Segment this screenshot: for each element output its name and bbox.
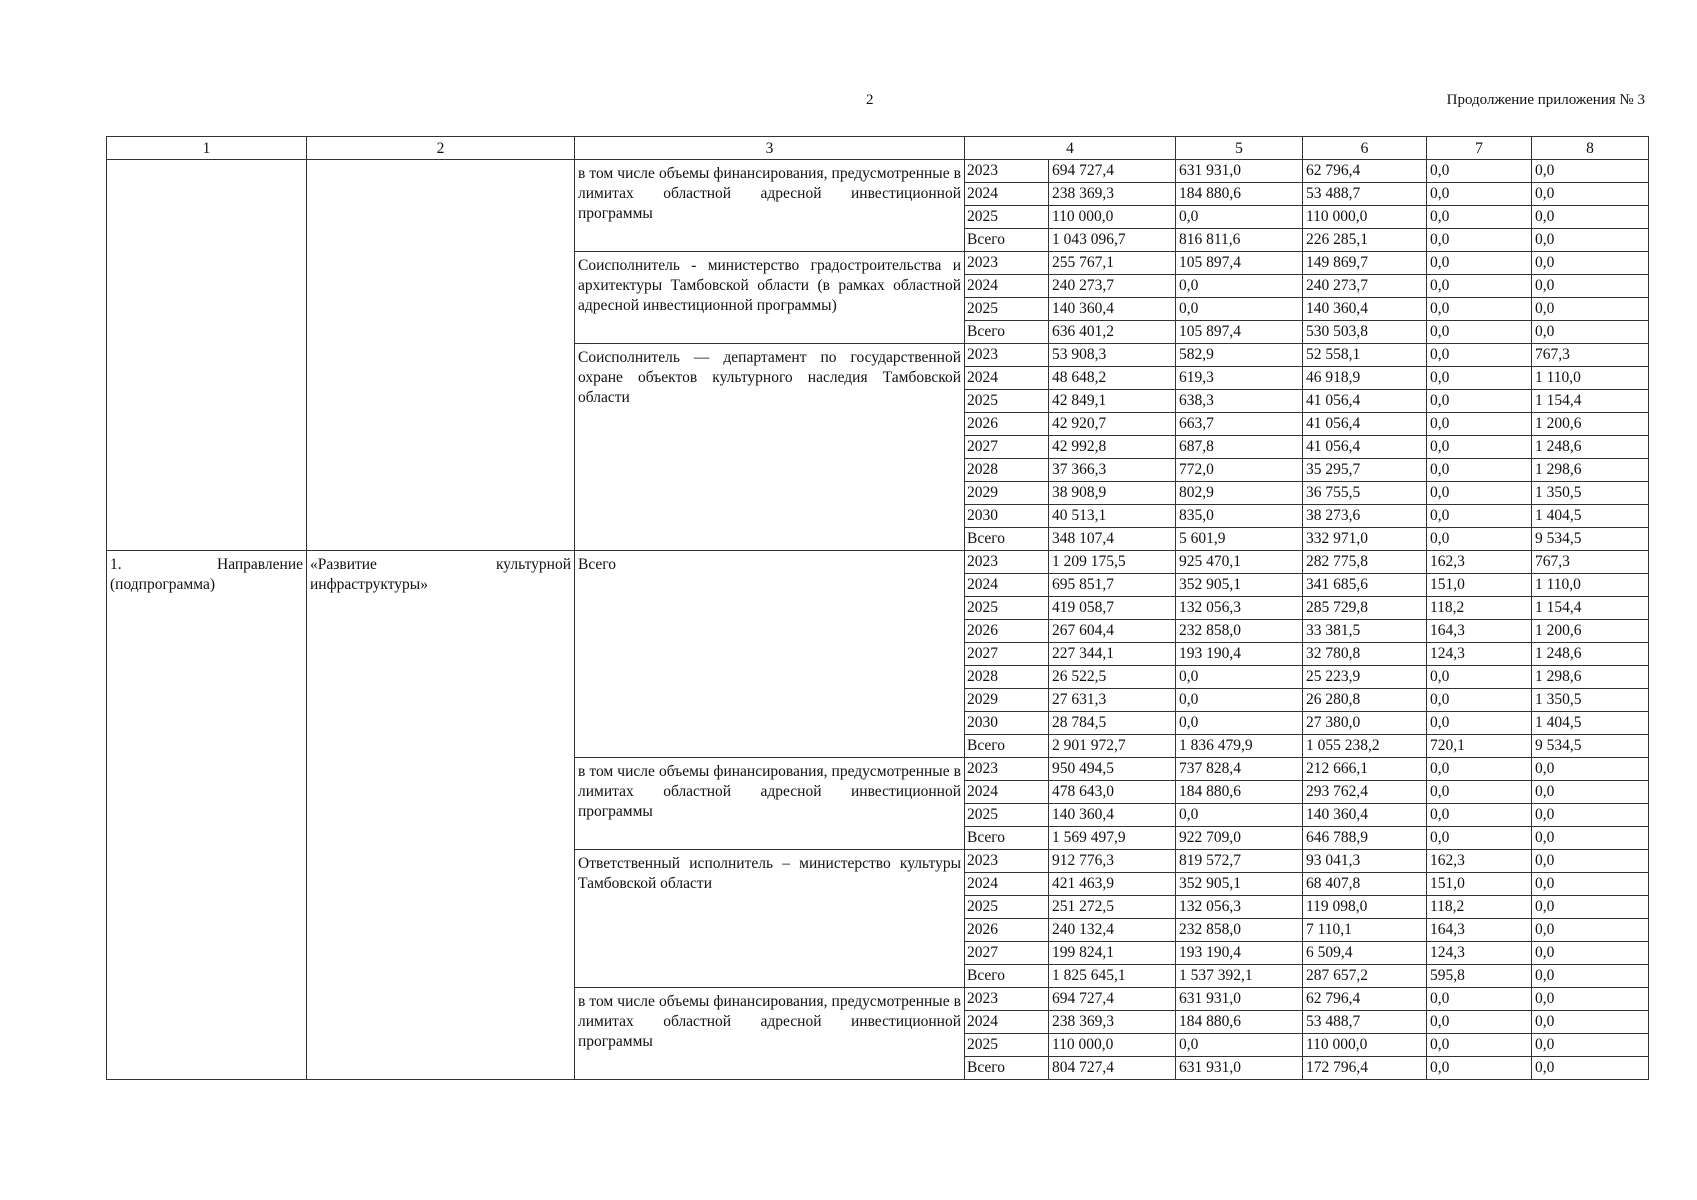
- year-cell: 2030: [965, 505, 1049, 528]
- value-cell: 421 463,9: [1049, 873, 1176, 896]
- table-row: [107, 551, 1649, 574]
- executor-cell: Соисполнитель - министерство градостроительства и архитектуры Тамбовской области (в рамках областной адресной инвестиционной программы): [575, 252, 965, 344]
- value-cell: 0,0: [1532, 275, 1649, 298]
- year-cell: Всего: [965, 827, 1049, 850]
- financing-table: [106, 136, 1649, 1080]
- value-cell: 110 000,0: [1303, 206, 1427, 229]
- year-cell: 2025: [965, 896, 1049, 919]
- column-header: 1: [107, 137, 307, 160]
- value-cell: 694 727,4: [1049, 160, 1176, 183]
- value-cell: 110 000,0: [1049, 1034, 1176, 1057]
- value-cell: 164,3: [1427, 620, 1532, 643]
- year-cell: 2024: [965, 275, 1049, 298]
- value-cell: 0,0: [1427, 988, 1532, 1011]
- value-cell: 7 110,1: [1303, 919, 1427, 942]
- value-cell: 267 604,4: [1049, 620, 1176, 643]
- value-cell: 0,0: [1532, 781, 1649, 804]
- year-cell: 2030: [965, 712, 1049, 735]
- value-cell: 663,7: [1176, 413, 1303, 436]
- value-cell: 582,9: [1176, 344, 1303, 367]
- table-row: [107, 160, 1649, 183]
- value-cell: 46 918,9: [1303, 367, 1427, 390]
- value-cell: 0,0: [1427, 275, 1532, 298]
- value-cell: 341 685,6: [1303, 574, 1427, 597]
- year-cell: 2024: [965, 873, 1049, 896]
- value-cell: 619,3: [1176, 367, 1303, 390]
- value-cell: 251 272,5: [1049, 896, 1176, 919]
- value-cell: 530 503,8: [1303, 321, 1427, 344]
- value-cell: 238 369,3: [1049, 1011, 1176, 1034]
- value-cell: 0,0: [1532, 850, 1649, 873]
- value-cell: 52 558,1: [1303, 344, 1427, 367]
- value-cell: 26 280,8: [1303, 689, 1427, 712]
- value-cell: 0,0: [1532, 298, 1649, 321]
- value-cell: 110 000,0: [1049, 206, 1176, 229]
- value-cell: 0,0: [1427, 827, 1532, 850]
- value-cell: 62 796,4: [1303, 160, 1427, 183]
- value-cell: 0,0: [1427, 666, 1532, 689]
- value-cell: 1 043 096,7: [1049, 229, 1176, 252]
- value-cell: 0,0: [1427, 528, 1532, 551]
- value-cell: 184 880,6: [1176, 183, 1303, 206]
- value-cell: 293 762,4: [1303, 781, 1427, 804]
- executor-cell: в том числе объемы финансирования, предусмотренные в лимитах областной адресной инвестиционной программы: [575, 988, 965, 1080]
- value-cell: 925 470,1: [1176, 551, 1303, 574]
- value-cell: 35 295,7: [1303, 459, 1427, 482]
- value-cell: 0,0: [1532, 252, 1649, 275]
- value-cell: 0,0: [1427, 413, 1532, 436]
- year-cell: Всего: [965, 735, 1049, 758]
- executor-cell: в том числе объемы финансирования, предусмотренные в лимитах областной адресной инвестиционной программы: [575, 758, 965, 850]
- value-cell: 695 851,7: [1049, 574, 1176, 597]
- value-cell: 26 522,5: [1049, 666, 1176, 689]
- value-cell: 9 534,5: [1532, 735, 1649, 758]
- value-cell: 0,0: [1427, 804, 1532, 827]
- value-cell: 1 209 175,5: [1049, 551, 1176, 574]
- value-cell: 0,0: [1532, 965, 1649, 988]
- value-cell: 0,0: [1532, 827, 1649, 850]
- year-cell: 2024: [965, 367, 1049, 390]
- value-cell: 184 880,6: [1176, 781, 1303, 804]
- column-header: 3: [575, 137, 965, 160]
- value-cell: 119 098,0: [1303, 896, 1427, 919]
- value-cell: 287 657,2: [1303, 965, 1427, 988]
- value-cell: 240 273,7: [1049, 275, 1176, 298]
- year-cell: 2023: [965, 988, 1049, 1011]
- value-cell: 1 248,6: [1532, 436, 1649, 459]
- year-cell: Всего: [965, 321, 1049, 344]
- value-cell: 772,0: [1176, 459, 1303, 482]
- value-cell: 140 360,4: [1049, 298, 1176, 321]
- year-cell: 2025: [965, 298, 1049, 321]
- value-cell: 1 248,6: [1532, 643, 1649, 666]
- column-header: 4: [965, 137, 1176, 160]
- direction-cell: 1. Направление (подпрограмма): [107, 551, 307, 1080]
- value-cell: 118,2: [1427, 597, 1532, 620]
- value-cell: 1 350,5: [1532, 689, 1649, 712]
- value-cell: 33 381,5: [1303, 620, 1427, 643]
- value-cell: 0,0: [1532, 804, 1649, 827]
- year-cell: 2023: [965, 758, 1049, 781]
- value-cell: 0,0: [1176, 1034, 1303, 1057]
- value-cell: 37 366,3: [1049, 459, 1176, 482]
- value-cell: 41 056,4: [1303, 390, 1427, 413]
- value-cell: 132 056,3: [1176, 597, 1303, 620]
- column-header: 8: [1532, 137, 1649, 160]
- value-cell: 0,0: [1532, 321, 1649, 344]
- value-cell: 238 369,3: [1049, 183, 1176, 206]
- value-cell: 687,8: [1176, 436, 1303, 459]
- value-cell: 36 755,5: [1303, 482, 1427, 505]
- value-cell: 42 920,7: [1049, 413, 1176, 436]
- value-cell: 40 513,1: [1049, 505, 1176, 528]
- value-cell: 631 931,0: [1176, 1057, 1303, 1080]
- year-cell: 2027: [965, 942, 1049, 965]
- year-cell: 2026: [965, 919, 1049, 942]
- value-cell: 1 110,0: [1532, 574, 1649, 597]
- column-header: 5: [1176, 137, 1303, 160]
- value-cell: 27 631,3: [1049, 689, 1176, 712]
- value-cell: 419 058,7: [1049, 597, 1176, 620]
- value-cell: 0,0: [1176, 298, 1303, 321]
- value-cell: 0,0: [1532, 919, 1649, 942]
- value-cell: 105 897,4: [1176, 321, 1303, 344]
- value-cell: 41 056,4: [1303, 436, 1427, 459]
- value-cell: 804 727,4: [1049, 1057, 1176, 1080]
- value-cell: 132 056,3: [1176, 896, 1303, 919]
- value-cell: 0,0: [1427, 1011, 1532, 1034]
- value-cell: 240 132,4: [1049, 919, 1176, 942]
- value-cell: 0,0: [1176, 275, 1303, 298]
- value-cell: 0,0: [1532, 942, 1649, 965]
- value-cell: 0,0: [1176, 804, 1303, 827]
- year-cell: 2025: [965, 1034, 1049, 1057]
- year-cell: 2023: [965, 252, 1049, 275]
- value-cell: 53 488,7: [1303, 183, 1427, 206]
- value-cell: 25 223,9: [1303, 666, 1427, 689]
- value-cell: 162,3: [1427, 850, 1532, 873]
- value-cell: 1 154,4: [1532, 597, 1649, 620]
- value-cell: 53 908,3: [1049, 344, 1176, 367]
- value-cell: 0,0: [1427, 689, 1532, 712]
- value-cell: 1 404,5: [1532, 712, 1649, 735]
- value-cell: 0,0: [1427, 390, 1532, 413]
- value-cell: 42 849,1: [1049, 390, 1176, 413]
- direction-cell: [107, 160, 307, 551]
- value-cell: 38 908,9: [1049, 482, 1176, 505]
- value-cell: 1 350,5: [1532, 482, 1649, 505]
- value-cell: 0,0: [1427, 436, 1532, 459]
- value-cell: 193 190,4: [1176, 942, 1303, 965]
- name-cell: [307, 160, 575, 551]
- value-cell: 0,0: [1427, 229, 1532, 252]
- value-cell: 53 488,7: [1303, 1011, 1427, 1034]
- value-cell: 0,0: [1532, 183, 1649, 206]
- value-cell: 767,3: [1532, 551, 1649, 574]
- value-cell: 118,2: [1427, 896, 1532, 919]
- value-cell: 1 825 645,1: [1049, 965, 1176, 988]
- value-cell: 282 775,8: [1303, 551, 1427, 574]
- value-cell: 164,3: [1427, 919, 1532, 942]
- value-cell: 1 154,4: [1532, 390, 1649, 413]
- appendix-label: Продолжение приложения № 3: [1446, 92, 1645, 108]
- value-cell: 0,0: [1532, 1034, 1649, 1057]
- year-cell: 2028: [965, 666, 1049, 689]
- year-cell: 2028: [965, 459, 1049, 482]
- value-cell: 0,0: [1532, 229, 1649, 252]
- value-cell: 0,0: [1427, 505, 1532, 528]
- value-cell: 62 796,4: [1303, 988, 1427, 1011]
- value-cell: 0,0: [1532, 206, 1649, 229]
- year-cell: 2024: [965, 574, 1049, 597]
- value-cell: 1 836 479,9: [1176, 735, 1303, 758]
- value-cell: 232 858,0: [1176, 919, 1303, 942]
- value-cell: 232 858,0: [1176, 620, 1303, 643]
- value-cell: 110 000,0: [1303, 1034, 1427, 1057]
- value-cell: 636 401,2: [1049, 321, 1176, 344]
- name-cell: «Развитие культурной инфраструктуры»: [307, 551, 575, 1080]
- value-cell: 0,0: [1427, 321, 1532, 344]
- value-cell: 0,0: [1427, 459, 1532, 482]
- value-cell: 912 776,3: [1049, 850, 1176, 873]
- year-cell: 2023: [965, 551, 1049, 574]
- value-cell: 42 992,8: [1049, 436, 1176, 459]
- value-cell: 0,0: [1427, 183, 1532, 206]
- year-cell: 2026: [965, 620, 1049, 643]
- value-cell: 348 107,4: [1049, 528, 1176, 551]
- value-cell: 140 360,4: [1303, 804, 1427, 827]
- value-cell: 285 729,8: [1303, 597, 1427, 620]
- value-cell: 0,0: [1427, 781, 1532, 804]
- value-cell: 595,8: [1427, 965, 1532, 988]
- year-cell: 2029: [965, 689, 1049, 712]
- value-cell: 646 788,9: [1303, 827, 1427, 850]
- value-cell: 352 905,1: [1176, 873, 1303, 896]
- value-cell: 140 360,4: [1049, 804, 1176, 827]
- value-cell: 0,0: [1176, 666, 1303, 689]
- value-cell: 1 569 497,9: [1049, 827, 1176, 850]
- year-cell: 2025: [965, 206, 1049, 229]
- year-cell: Всего: [965, 528, 1049, 551]
- year-cell: 2024: [965, 1011, 1049, 1034]
- value-cell: 0,0: [1532, 896, 1649, 919]
- value-cell: 737 828,4: [1176, 758, 1303, 781]
- value-cell: 93 041,3: [1303, 850, 1427, 873]
- value-cell: 0,0: [1427, 206, 1532, 229]
- value-cell: 227 344,1: [1049, 643, 1176, 666]
- value-cell: 1 055 238,2: [1303, 735, 1427, 758]
- value-cell: 922 709,0: [1176, 827, 1303, 850]
- value-cell: 151,0: [1427, 574, 1532, 597]
- value-cell: 226 285,1: [1303, 229, 1427, 252]
- value-cell: 0,0: [1427, 298, 1532, 321]
- executor-cell: Всего: [575, 551, 965, 758]
- value-cell: 41 056,4: [1303, 413, 1427, 436]
- year-cell: Всего: [965, 965, 1049, 988]
- year-cell: 2023: [965, 344, 1049, 367]
- year-cell: Всего: [965, 229, 1049, 252]
- value-cell: 0,0: [1532, 1057, 1649, 1080]
- value-cell: 332 971,0: [1303, 528, 1427, 551]
- value-cell: 720,1: [1427, 735, 1532, 758]
- value-cell: 32 780,8: [1303, 643, 1427, 666]
- value-cell: 149 869,7: [1303, 252, 1427, 275]
- value-cell: 1 404,5: [1532, 505, 1649, 528]
- value-cell: 352 905,1: [1176, 574, 1303, 597]
- year-cell: 2029: [965, 482, 1049, 505]
- value-cell: 38 273,6: [1303, 505, 1427, 528]
- year-cell: 2025: [965, 597, 1049, 620]
- value-cell: 68 407,8: [1303, 873, 1427, 896]
- value-cell: 184 880,6: [1176, 1011, 1303, 1034]
- value-cell: 478 643,0: [1049, 781, 1176, 804]
- value-cell: 193 190,4: [1176, 643, 1303, 666]
- value-cell: 151,0: [1427, 873, 1532, 896]
- value-cell: 767,3: [1532, 344, 1649, 367]
- header-row: [107, 137, 1649, 160]
- value-cell: 0,0: [1176, 712, 1303, 735]
- value-cell: 0,0: [1427, 252, 1532, 275]
- value-cell: 0,0: [1427, 344, 1532, 367]
- value-cell: 255 767,1: [1049, 252, 1176, 275]
- value-cell: 2 901 972,7: [1049, 735, 1176, 758]
- value-cell: 0,0: [1532, 873, 1649, 896]
- year-cell: 2025: [965, 390, 1049, 413]
- value-cell: 0,0: [1532, 160, 1649, 183]
- value-cell: 694 727,4: [1049, 988, 1176, 1011]
- executor-cell: Ответственный исполнитель – министерство культуры Тамбовской области: [575, 850, 965, 988]
- value-cell: 638,3: [1176, 390, 1303, 413]
- value-cell: 199 824,1: [1049, 942, 1176, 965]
- value-cell: 631 931,0: [1176, 160, 1303, 183]
- value-cell: 105 897,4: [1176, 252, 1303, 275]
- value-cell: 950 494,5: [1049, 758, 1176, 781]
- value-cell: 124,3: [1427, 643, 1532, 666]
- executor-cell: Соисполнитель — департамент по государственной охране объектов культурного наследия Тамбовской области: [575, 344, 965, 551]
- value-cell: 835,0: [1176, 505, 1303, 528]
- value-cell: 140 360,4: [1303, 298, 1427, 321]
- value-cell: 1 200,6: [1532, 620, 1649, 643]
- value-cell: 0,0: [1427, 758, 1532, 781]
- year-cell: 2025: [965, 804, 1049, 827]
- value-cell: 162,3: [1427, 551, 1532, 574]
- value-cell: 819 572,7: [1176, 850, 1303, 873]
- year-cell: 2024: [965, 781, 1049, 804]
- value-cell: 1 298,6: [1532, 459, 1649, 482]
- value-cell: 0,0: [1427, 367, 1532, 390]
- year-cell: Всего: [965, 1057, 1049, 1080]
- executor-cell: в том числе объемы финансирования, предусмотренные в лимитах областной адресной инвестиционной программы: [575, 160, 965, 252]
- value-cell: 212 666,1: [1303, 758, 1427, 781]
- value-cell: 48 648,2: [1049, 367, 1176, 390]
- value-cell: 0,0: [1532, 758, 1649, 781]
- value-cell: 6 509,4: [1303, 942, 1427, 965]
- value-cell: 27 380,0: [1303, 712, 1427, 735]
- value-cell: 0,0: [1427, 482, 1532, 505]
- value-cell: 802,9: [1176, 482, 1303, 505]
- value-cell: 124,3: [1427, 942, 1532, 965]
- value-cell: 9 534,5: [1532, 528, 1649, 551]
- value-cell: 0,0: [1427, 1057, 1532, 1080]
- value-cell: 0,0: [1427, 712, 1532, 735]
- value-cell: 1 200,6: [1532, 413, 1649, 436]
- column-header: 7: [1427, 137, 1532, 160]
- value-cell: 1 298,6: [1532, 666, 1649, 689]
- value-cell: 631 931,0: [1176, 988, 1303, 1011]
- column-header: 6: [1303, 137, 1427, 160]
- page-number: 2: [866, 92, 874, 108]
- year-cell: 2023: [965, 850, 1049, 873]
- value-cell: 5 601,9: [1176, 528, 1303, 551]
- year-cell: 2023: [965, 160, 1049, 183]
- value-cell: 1 537 392,1: [1176, 965, 1303, 988]
- year-cell: 2026: [965, 413, 1049, 436]
- value-cell: 0,0: [1176, 206, 1303, 229]
- value-cell: 0,0: [1427, 160, 1532, 183]
- value-cell: 1 110,0: [1532, 367, 1649, 390]
- year-cell: 2027: [965, 643, 1049, 666]
- year-cell: 2027: [965, 436, 1049, 459]
- year-cell: 2024: [965, 183, 1049, 206]
- value-cell: 0,0: [1176, 689, 1303, 712]
- value-cell: 0,0: [1532, 988, 1649, 1011]
- value-cell: 240 273,7: [1303, 275, 1427, 298]
- value-cell: 816 811,6: [1176, 229, 1303, 252]
- value-cell: 0,0: [1427, 1034, 1532, 1057]
- value-cell: 172 796,4: [1303, 1057, 1427, 1080]
- column-header: 2: [307, 137, 575, 160]
- value-cell: 28 784,5: [1049, 712, 1176, 735]
- value-cell: 0,0: [1532, 1011, 1649, 1034]
